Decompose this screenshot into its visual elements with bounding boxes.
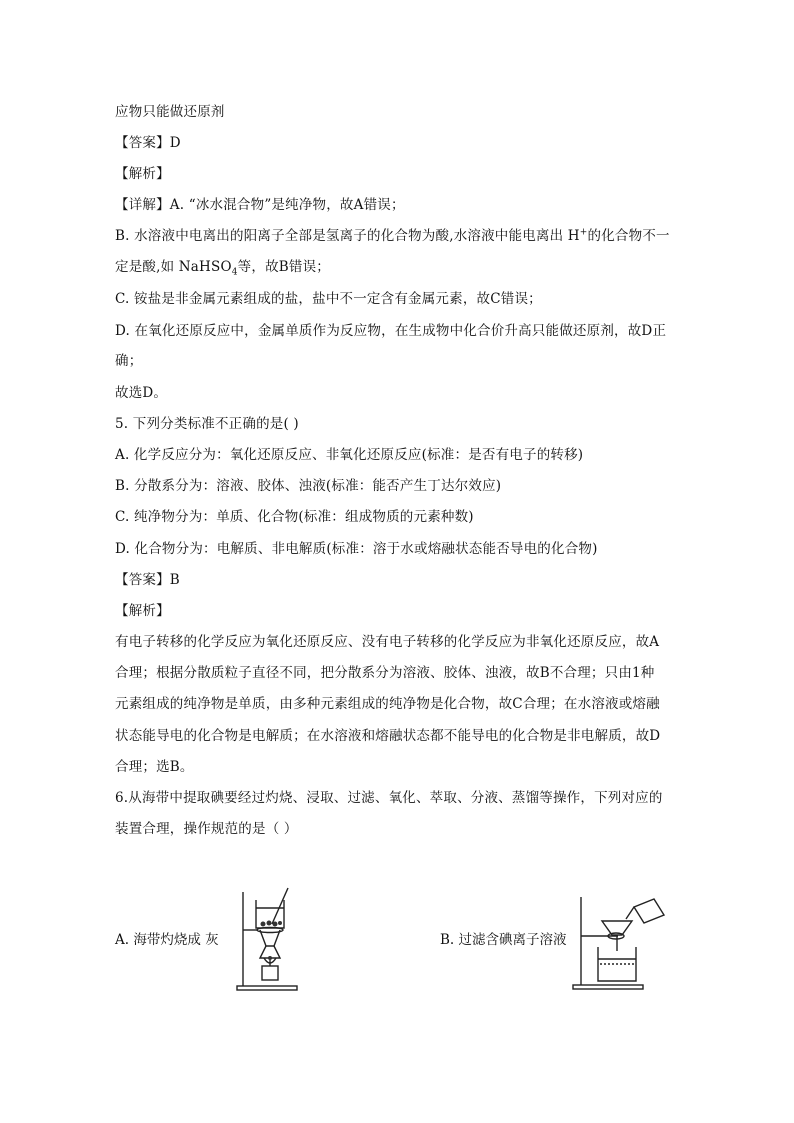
- text-line: 装置合理，操作规范的是（ ）: [115, 821, 298, 837]
- answer-label: 【答案】B: [115, 572, 180, 588]
- text-line: 定是酸,如 NaHSO$_4$等，故B错误；: [115, 259, 330, 278]
- filtration-apparatus-figure: [572, 891, 670, 992]
- analysis-label: 【解析】: [115, 603, 170, 619]
- option-b-label: B. 过滤含碘离子溶液: [440, 932, 567, 948]
- question-5: 5. 下列分类标准不正确的是( ): [115, 416, 299, 432]
- text-line: 应物只能做还原剂: [115, 104, 225, 120]
- option-c: C. 纯净物分为：单质、化合物(标准：组成物质的元素种数): [115, 509, 474, 525]
- text-line: 确；: [115, 353, 143, 369]
- analysis-label: 【解析】: [115, 166, 170, 182]
- text-line: 有电子转移的化学反应为氧化还原反应、没有电子转移的化学反应为非氧化还原反应，故A: [115, 634, 660, 650]
- option-a-label: A. 海带灼烧成 灰: [115, 932, 219, 948]
- answer-label: 【答案】D: [115, 135, 181, 151]
- option-b: B. 分散系分为：溶液、胶体、浊液(标准：能否产生丁达尔效应): [115, 478, 502, 494]
- text-line: C. 铵盐是非金属元素组成的盐，盐中不一定含有金属元素，故C错误；: [115, 291, 542, 307]
- text-line: 故选D。: [115, 385, 168, 401]
- text-line: 元素组成的纯净物是单质，由多种元素组成的纯净物是化合物，故C合理；在水溶液或熔融: [115, 696, 660, 712]
- option-d: D. 化合物分为：电解质、非电解质(标准：溶于水或熔融状态能否导电的化合物): [115, 541, 598, 557]
- question-6: 6.从海带中提取碘要经过灼烧、浸取、过滤、氧化、萃取、分液、蒸馏等操作，下列对应的: [115, 790, 663, 806]
- text-line: 合理；选B。: [115, 759, 194, 775]
- text-line: D. 在氧化还原反应中，金属单质作为反应物，在生成物中化合价升高只能做还原剂，故D正: [115, 323, 667, 339]
- burning-apparatus-figure: [236, 886, 298, 992]
- text-line: 合理；根据分散质粒子直径不同，把分散系分为溶液、胶体、浊液，故B不合理；只由1种: [115, 665, 655, 681]
- text-line: B. 水溶液中电离出的阳离子全部是氢离子的化合物为酸,水溶液中能电离出 H+的化合物不一: [115, 227, 670, 244]
- option-a: A. 化学反应分为：氧化还原反应、非氧化还原反应(标准：是否有电子的转移): [115, 447, 584, 463]
- text-line: 【详解】A. “冰水混合物”是纯净物，故A错误；: [115, 197, 405, 213]
- text-line: 状态能导电的化合物是电解质；在水溶液和熔融状态都不能导电的化合物是非电解质，故D: [115, 728, 661, 744]
